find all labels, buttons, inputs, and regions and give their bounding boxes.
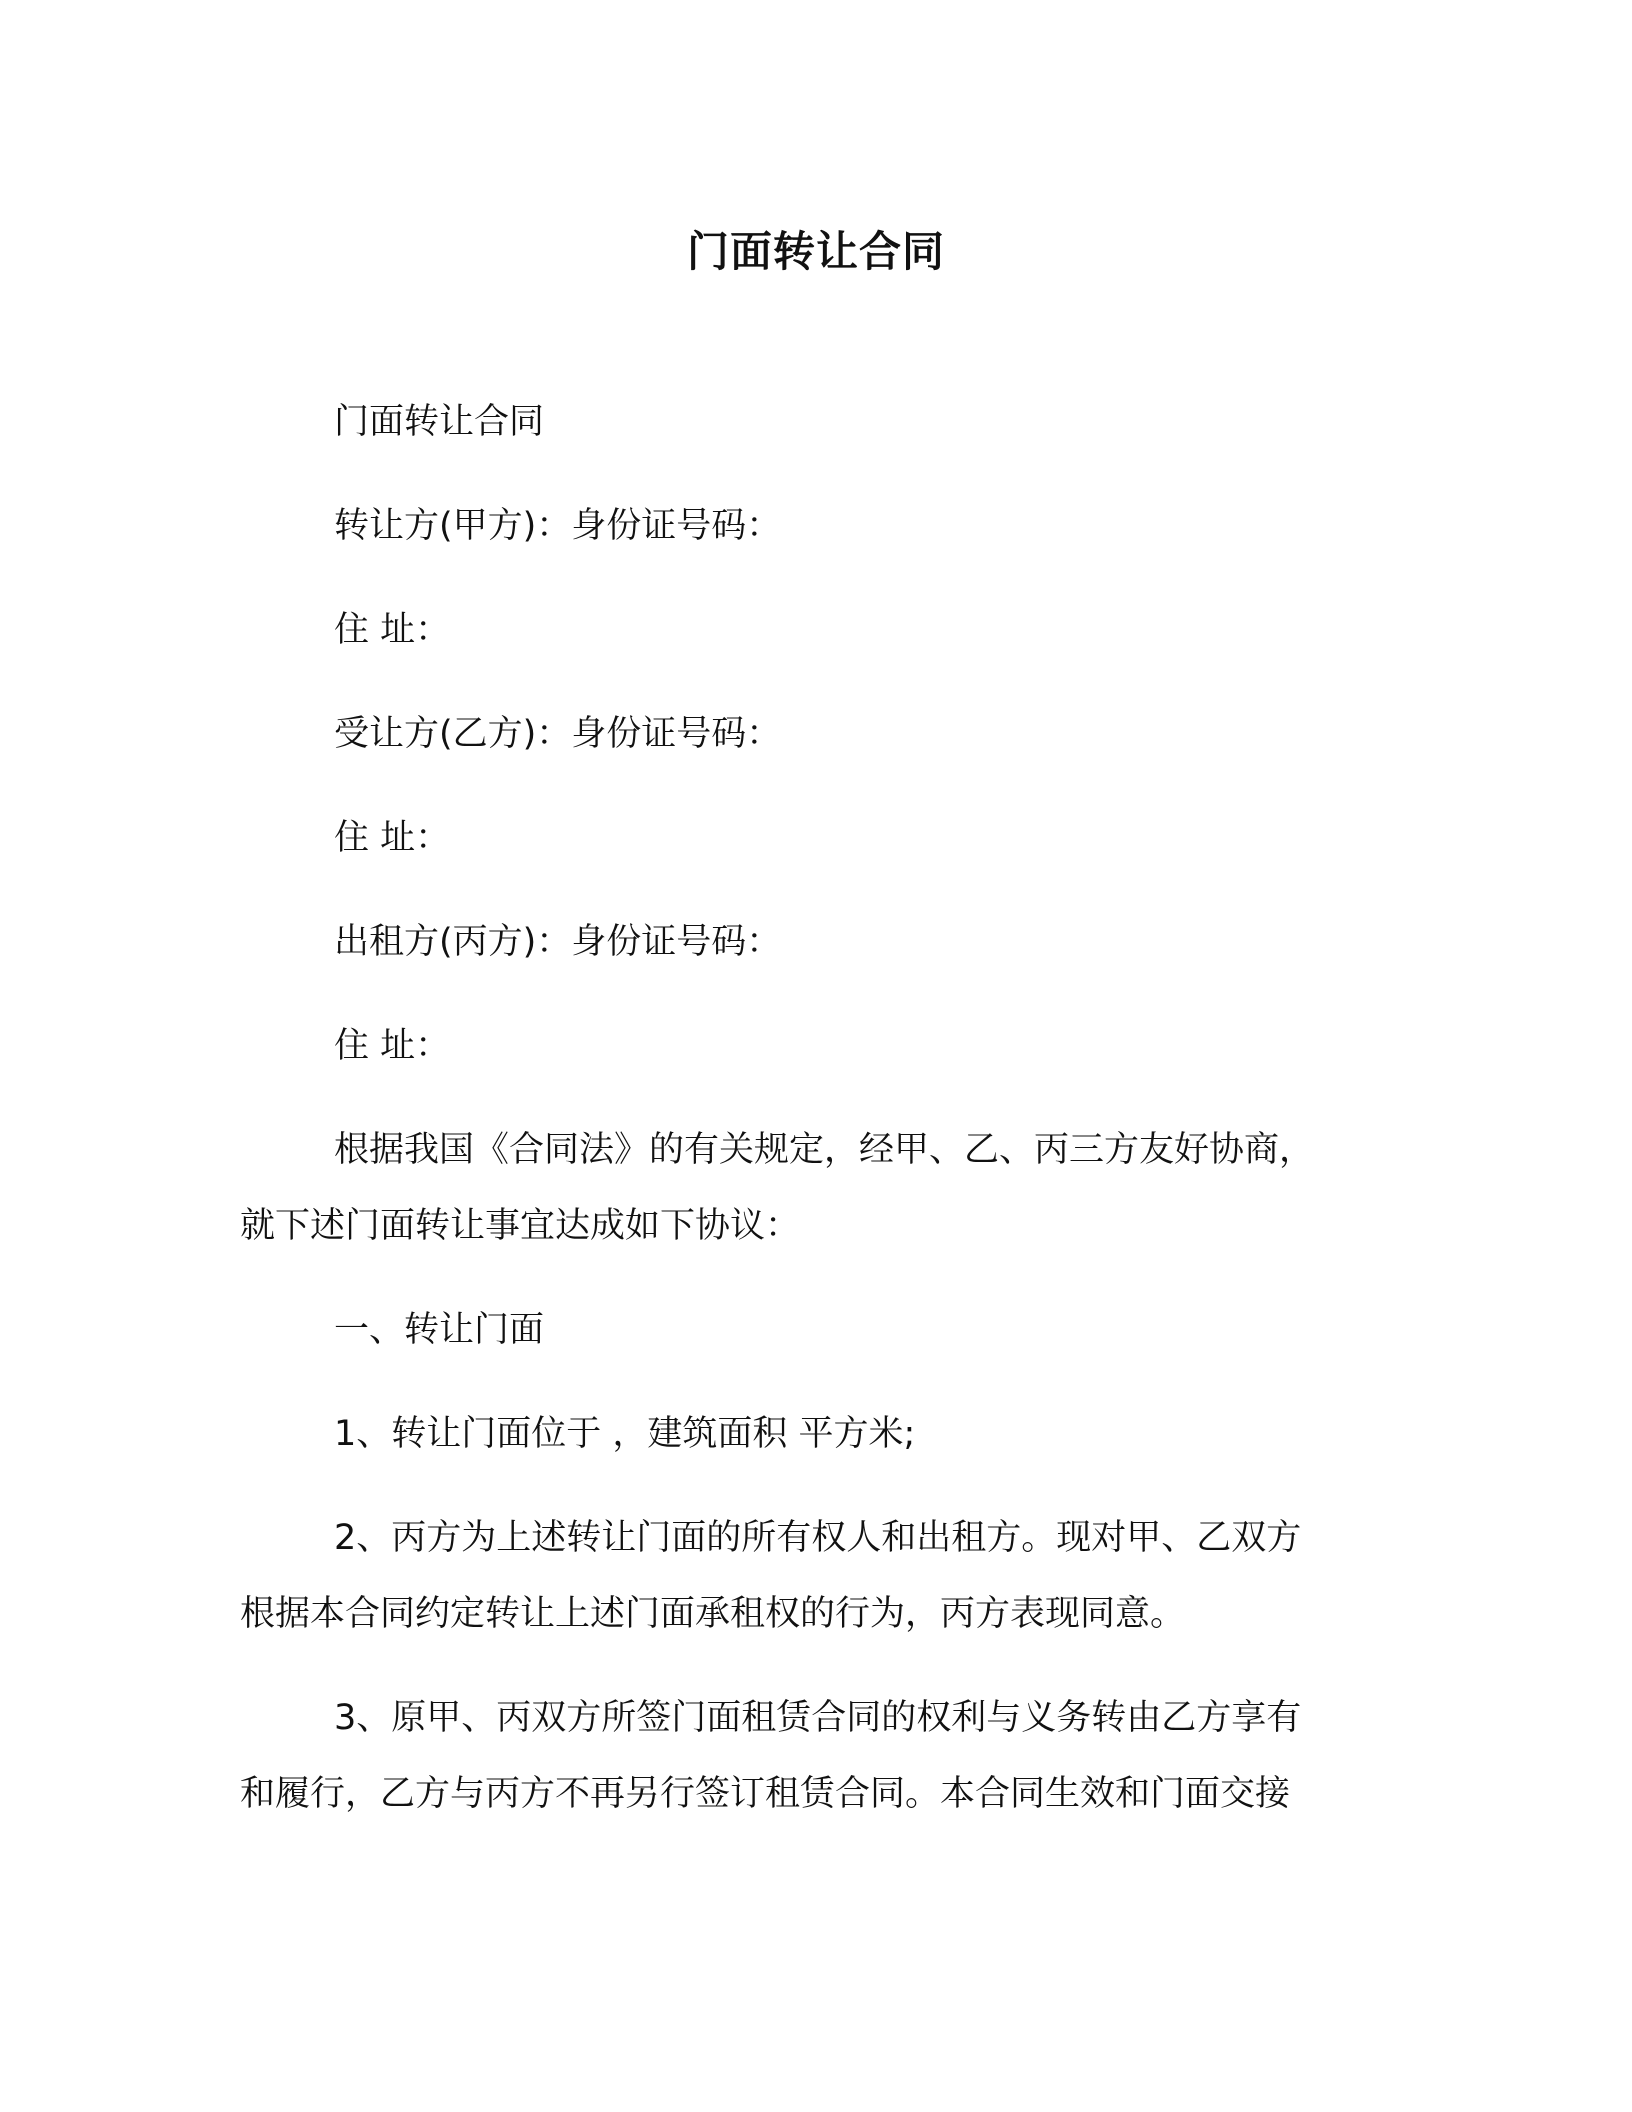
preamble-line-1: 根据我国《合同法》的有关规定，经甲、乙、丙三方友好协商， (334, 1130, 1315, 1170)
party-b-line: 受让方(乙方)：身份证号码： (334, 714, 782, 754)
clause-2-line-1: 2、丙方为上述转让门面的所有权人和出租方。现对甲、乙双方 (334, 1518, 1302, 1558)
clause-3-line-1: 3、原甲、丙双方所签门面租赁合同的权利与义务转由乙方享有 (334, 1698, 1302, 1738)
preamble-line-2: 就下述门面转让事宜达成如下协议： (240, 1206, 801, 1246)
party-c-line: 出租方(丙方)：身份证号码： (334, 922, 782, 962)
clause-3-line-2: 和履行，乙方与丙方不再另行签订租赁合同。本合同生效和门面交接 (240, 1774, 1291, 1814)
section-heading: 一、转让门面 (334, 1310, 545, 1350)
document-title: 门面转让合同 (686, 227, 945, 276)
clause-2-line-2: 根据本合同约定转让上述门面承租权的行为，丙方表现同意。 (240, 1594, 1186, 1634)
subtitle-line: 门面转让合同 (334, 402, 545, 442)
party-a-line: 转让方(甲方)：身份证号码： (334, 506, 782, 546)
party-a-address: 住 址： (334, 610, 451, 650)
clause-1: 1、转让门面位于 ，建筑面积 平方米; (334, 1414, 916, 1454)
party-b-address: 住 址： (334, 818, 451, 858)
party-c-address: 住 址： (334, 1026, 451, 1066)
